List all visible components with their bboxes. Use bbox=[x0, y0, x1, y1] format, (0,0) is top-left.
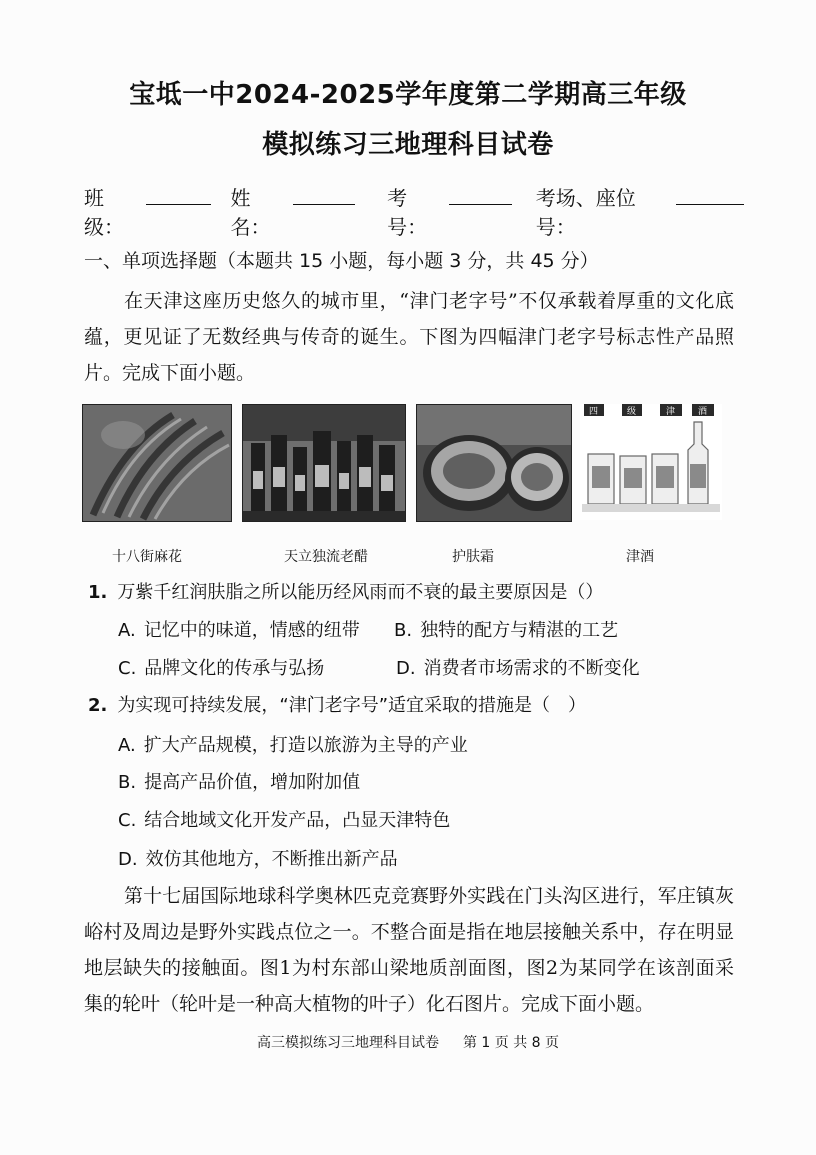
class-label: 班级： bbox=[84, 186, 124, 239]
name-blank bbox=[293, 186, 355, 205]
question-2 bbox=[88, 691, 586, 717]
q2-option-d: D. 效仿其他地方，不断推出新产品 bbox=[118, 849, 398, 870]
vinegar-photo bbox=[242, 404, 406, 522]
liquor-label-char-1: 四 bbox=[589, 407, 599, 417]
footer-page-info: 第 1 页 共 8 页 bbox=[462, 1035, 560, 1051]
q1-option-a: A. 记忆中的味道，情感的纽带 bbox=[118, 620, 360, 641]
student-info-row bbox=[84, 182, 744, 240]
name-label: 姓名： bbox=[230, 186, 271, 239]
exam-no-field bbox=[387, 182, 512, 240]
question-1-text: 万紫千红润肤脂之所以能历经风雨而不衰的最主要原因是（） bbox=[117, 582, 604, 603]
exam-no-blank bbox=[449, 186, 511, 205]
section-heading: 一、单项选择题（本题共 15 小题，每小题 3 分，共 45 分） bbox=[84, 250, 599, 272]
room-seat-blank bbox=[676, 186, 744, 205]
q1-option-b: B. 独特的配方与精湛的工艺 bbox=[394, 620, 619, 641]
caption-cream: 护肤霜 bbox=[452, 549, 494, 565]
caption-mahua: 十八街麻花 bbox=[112, 549, 182, 565]
page-footer bbox=[0, 1032, 816, 1052]
intro-paragraph: 在天津这座历史悠久的城市里，“津门老字号”不仅承载着厚重的文化底蕴，更见证了无数经典与传奇的诞生。下图为四幅津门老字号标志性产品照片。完成下面小题。 bbox=[84, 290, 734, 384]
liquor-photo bbox=[580, 404, 722, 520]
exam-subtitle: 模拟练习三地理科目试卷 bbox=[262, 130, 554, 160]
question-1-number: 1. bbox=[88, 582, 108, 603]
passage-2: 第十七届国际地球科学奥林匹克竞赛野外实践在门头沟区进行，军庄镇灰峪村及周边是野外实践点位之一。不整合面是指在地层接触关系中，存在明显地层缺失的接触面。图1为村东部山梁地质剖面图，图2为某同学在该剖面采集的轮叶（轮叶是一种高大植物的叶子）化石图片。完成下面小题。 bbox=[84, 885, 734, 1015]
exam-no-label: 考号： bbox=[387, 186, 428, 239]
liquor-label-char-4: 酒 bbox=[698, 407, 708, 417]
product-photos bbox=[82, 404, 722, 524]
caption-liquor: 津酒 bbox=[626, 549, 654, 565]
footer-doc-name: 高三模拟练习三地理科目试卷 bbox=[256, 1035, 439, 1051]
q2-option-a: A. 扩大产品规模，打造以旅游为主导的产业 bbox=[118, 735, 468, 756]
q1-option-d: D. 消费者市场需求的不断变化 bbox=[396, 658, 640, 679]
room-seat-label: 考场、座位号： bbox=[535, 186, 636, 239]
liquor-label-char-3: 津 bbox=[666, 407, 676, 417]
caption-vinegar: 天立独流老醋 bbox=[284, 549, 368, 565]
class-field bbox=[84, 182, 211, 240]
name-field bbox=[231, 182, 356, 240]
q2-option-c: C. 结合地域文化开发产品，凸显天津特色 bbox=[118, 810, 451, 831]
question-2-text: 为实现可持续发展，“津门老字号”适宜采取的措施是（ ） bbox=[117, 695, 587, 716]
question-2-number: 2. bbox=[88, 695, 108, 716]
room-seat-field bbox=[536, 182, 744, 240]
liquor-label-char-2: 级 bbox=[627, 407, 637, 417]
q2-option-b: B. 提高产品价值，增加附加值 bbox=[118, 772, 361, 793]
question-1 bbox=[88, 578, 603, 604]
q1-option-c: C. 品牌文化的传承与弘扬 bbox=[118, 658, 325, 679]
exam-title: 宝坻一中2024-2025学年度第二学期高三年级 bbox=[129, 80, 687, 110]
class-blank bbox=[146, 186, 210, 205]
mahua-photo bbox=[82, 404, 232, 522]
cream-photo bbox=[416, 404, 572, 522]
